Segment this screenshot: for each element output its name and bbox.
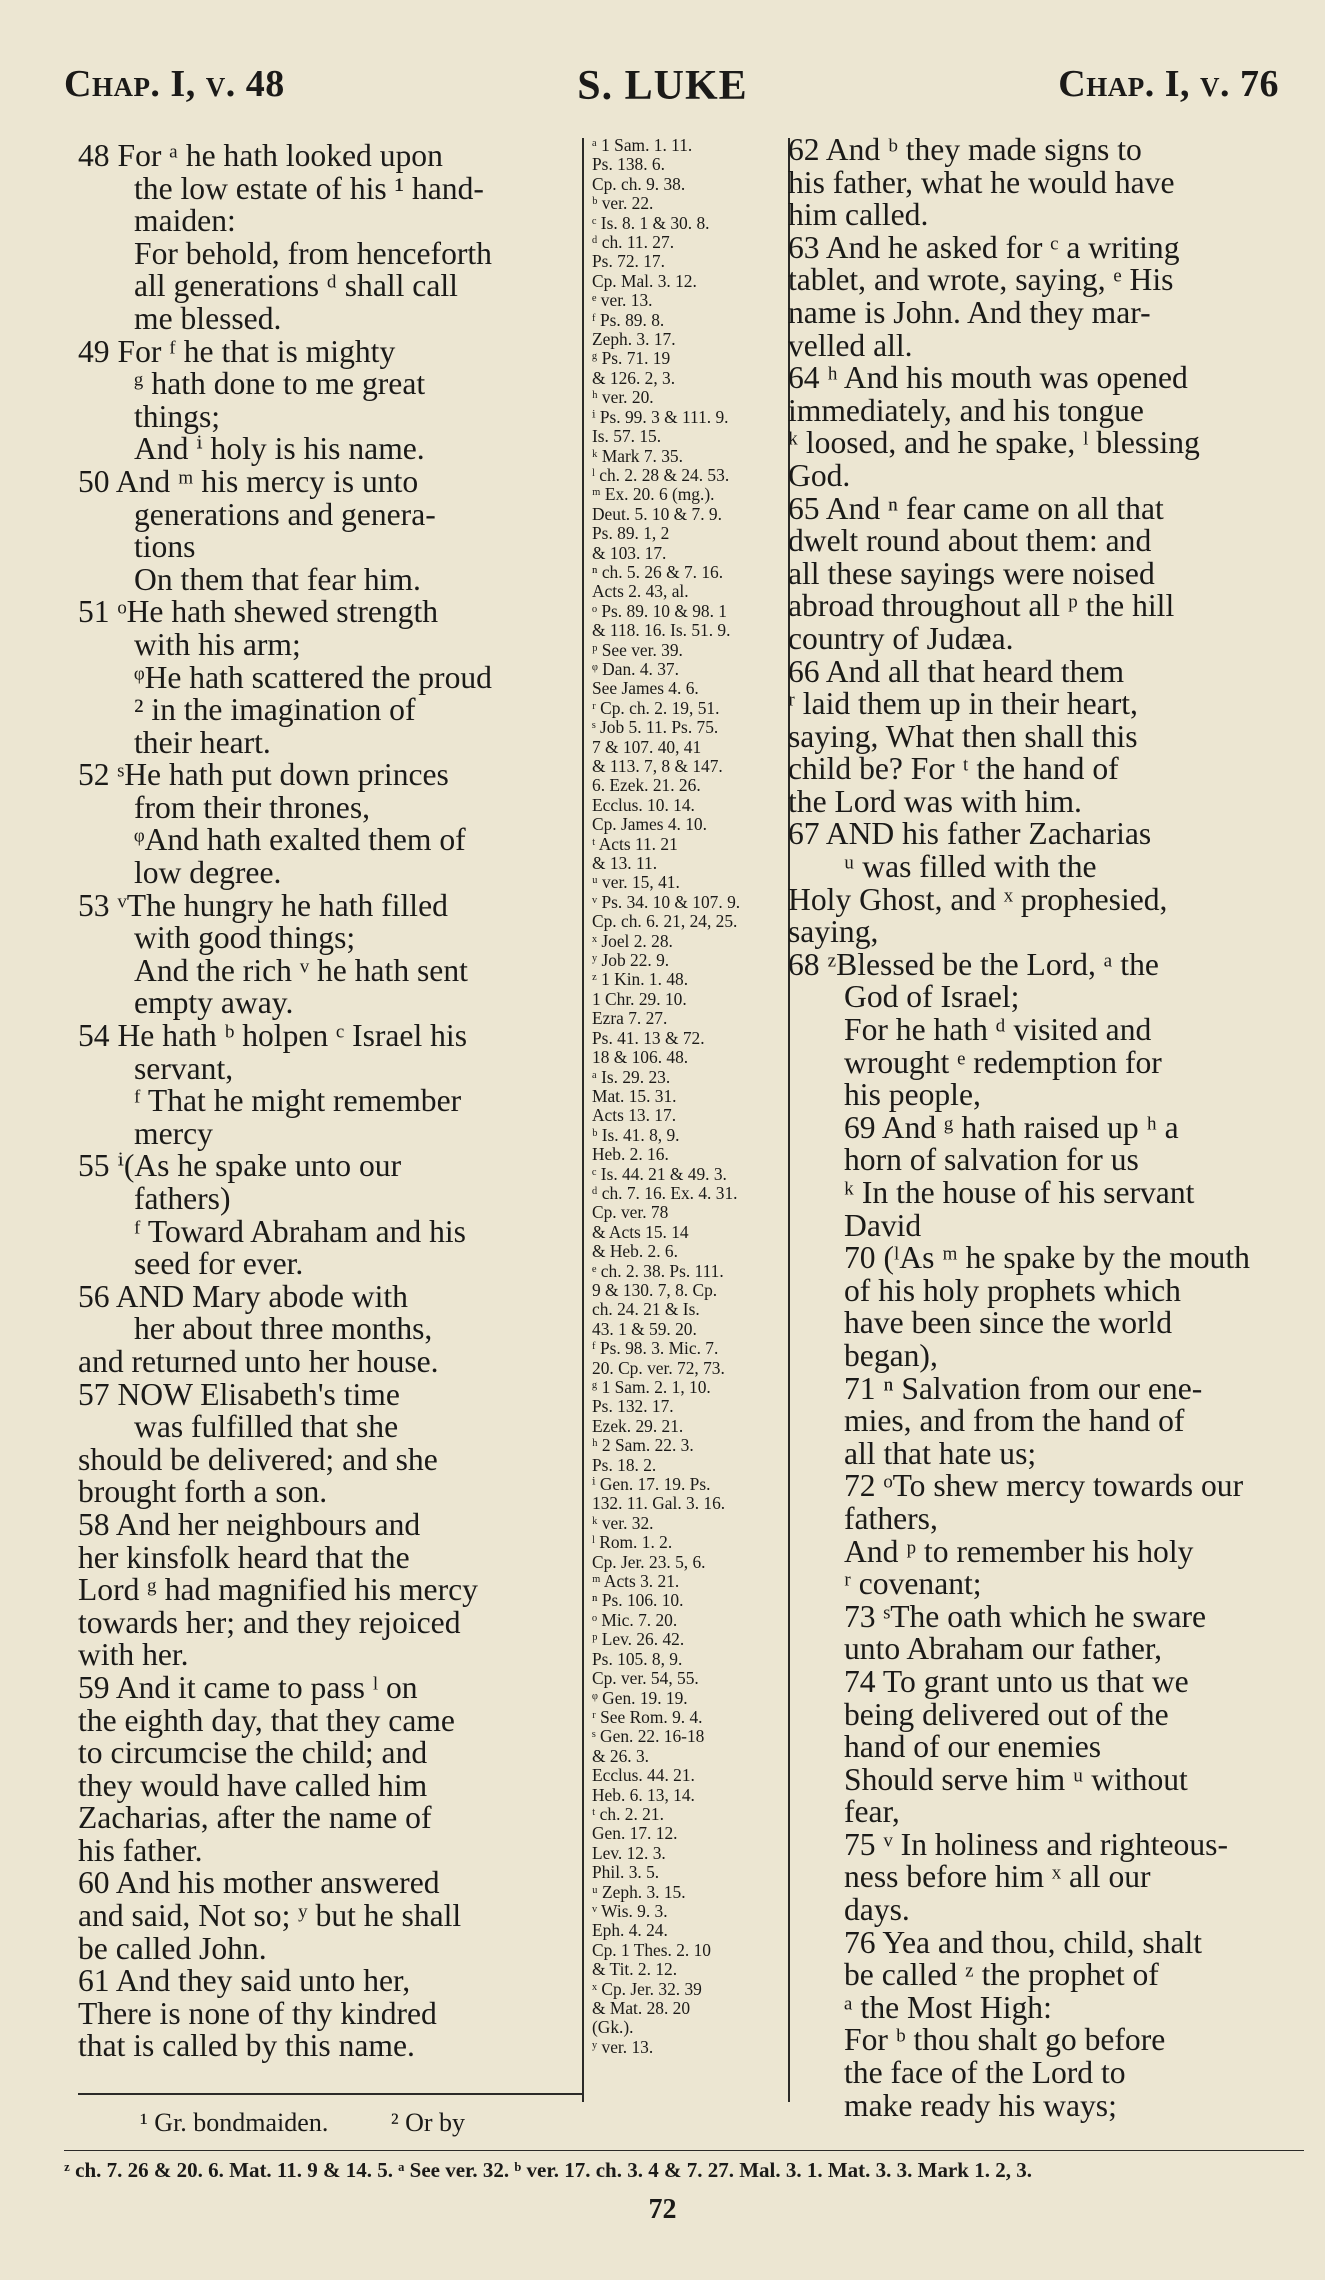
cross-reference: Ps. 18. 2.: [592, 1454, 657, 1475]
text-line: me blessed.: [134, 300, 282, 336]
text-line: ᵠHe hath scattered the proud: [134, 659, 492, 695]
text-line: 63 And he asked for ᶜ a writing: [788, 229, 1180, 265]
cross-reference: ʰ 2 Sam. 22. 3.: [592, 1435, 694, 1456]
cross-reference: Gen. 17. 12.: [592, 1823, 678, 1844]
cross-reference: ᵇ Is. 41. 8, 9.: [592, 1124, 680, 1145]
header-chapter-start: Chap. I, v. 48: [64, 63, 285, 105]
footnotes: [140, 2108, 521, 2138]
text-line: 62 And ᵇ they made signs to: [788, 132, 1142, 167]
text-line: was fulfilled that she: [134, 1409, 399, 1445]
text-line: her kinsfolk heard that the: [78, 1539, 410, 1575]
text-line: ʳ covenant;: [844, 1566, 982, 1602]
text-line: his father, what he would have: [788, 164, 1175, 200]
text-line: tablet, and wrote, saying, ᵉ His: [788, 262, 1174, 298]
footnote-2: ² Or by: [390, 2108, 466, 2137]
text-line: things;: [134, 398, 221, 434]
cross-reference: & Acts 15. 14: [592, 1221, 689, 1242]
text-line: For he hath ᵈ visited and: [844, 1012, 1152, 1048]
header-book-title: S. LUKE: [577, 63, 748, 109]
text-line: seed for ever.: [134, 1246, 304, 1282]
cross-reference: Is. 57. 15.: [592, 426, 662, 447]
text-line: ᵍ hath done to me great: [134, 366, 426, 402]
text-line: ᶠ Toward Abraham and his: [134, 1213, 466, 1249]
cross-reference: Heb. 2. 16.: [592, 1144, 669, 1165]
cross-reference: ᵠ Dan. 4. 37.: [592, 658, 679, 679]
cross-reference: ᶻ 1 Kin. 1. 48.: [592, 969, 689, 990]
text-line: days.: [844, 1892, 910, 1928]
footnote-rule: [78, 2093, 582, 2095]
text-line: with her.: [78, 1637, 189, 1673]
cross-reference: Cp. James 4. 10.: [592, 814, 707, 835]
text-line: the face of the Lord to: [844, 2055, 1126, 2091]
text-line: 64 ʰ And his mouth was opened: [788, 360, 1188, 396]
text-line: Lord ᵍ had magnified his mercy: [78, 1572, 478, 1608]
cross-reference: Zeph. 3. 17.: [592, 329, 676, 350]
text-line: him called.: [788, 197, 929, 233]
cross-reference: Ezra 7. 27.: [592, 1008, 668, 1029]
cross-reference: ᵐ Ex. 20. 6 (mg.).: [592, 484, 715, 505]
text-line: his father.: [78, 1832, 203, 1868]
text-line: and said, Not so; ʸ but he shall: [78, 1898, 462, 1934]
text-line: dwelt round about them: and: [788, 523, 1152, 559]
text-line: saying,: [788, 914, 879, 950]
cross-reference: & Heb. 2. 6.: [592, 1241, 678, 1262]
cross-reference: Ecclus. 44. 21.: [592, 1765, 695, 1786]
text-line: ᵘ was filled with the: [844, 849, 1097, 885]
text-line: 48 For ᵃ he hath looked upon: [78, 138, 443, 173]
cross-reference: Heb. 6. 13, 14.: [592, 1784, 695, 1805]
text-line: 51 ᵒHe hath shewed strength: [78, 594, 439, 630]
text-line: her about three months,: [134, 1311, 433, 1347]
cross-reference: ᵈ ch. 11. 27.: [592, 232, 675, 253]
text-line: maiden:: [134, 203, 236, 239]
cross-reference: Cp. 1 Thes. 2. 10: [592, 1939, 711, 1960]
text-line: 66 And all that heard them: [788, 653, 1125, 689]
text-line: hand of our enemies: [844, 1729, 1102, 1765]
cross-reference: Phil. 3. 5.: [592, 1862, 660, 1883]
text-line: that is called by this name.: [78, 2028, 415, 2064]
cross-reference: ˢ Gen. 22. 16-18: [592, 1726, 705, 1747]
text-line: the Lord was with him.: [788, 783, 1082, 819]
text-line: servant,: [134, 1050, 234, 1086]
bottom-cross-references: ᶻ ch. 7. 26 & 20. 6. Mat. 11. 9 & 14. 5. ᵃ See ver. 32. ᵇ ver. 17. ch. 3. 4 & 7. 27. Mal. 3. 1. Mat. 3. 3. Mark 1. 2, 3.: [64, 2158, 1032, 2182]
cross-reference: ʸ Job 22. 9.: [592, 950, 670, 971]
cross-reference: ᵛ Ps. 34. 10 & 107. 9.: [592, 891, 741, 912]
cross-reference: Ps. 89. 1, 2: [592, 523, 670, 544]
text-line: 69 And ᵍ hath raised up ʰ a: [844, 1109, 1179, 1145]
text-line: 74 To grant unto us that we: [844, 1663, 1189, 1699]
text-line: with his arm;: [134, 626, 301, 662]
text-line: 65 And ⁿ fear came on all that: [788, 490, 1164, 526]
cross-reference: ᵘ ver. 15, 41.: [592, 872, 680, 893]
text-line: all generations ᵈ shall call: [134, 268, 458, 304]
cross-reference: (Gk.).: [592, 2017, 634, 2038]
text-line: the low estate of his ¹ hand-: [134, 170, 484, 206]
text-line: fear,: [844, 1794, 900, 1830]
text-line: For ᵇ thou shalt go before: [844, 2022, 1166, 2058]
cross-reference: ˣ Joel 2. 28.: [592, 930, 673, 951]
text-line: his people,: [844, 1077, 981, 1113]
cross-reference: & Mat. 28. 20: [592, 1998, 691, 2018]
cross-reference: See James 4. 6.: [592, 678, 699, 699]
cross-reference: ⁱ Ps. 99. 3 & 111. 9.: [592, 406, 729, 427]
text-line: the eighth day, that they came: [78, 1702, 455, 1738]
cross-reference: 132. 11. Gal. 3. 16.: [592, 1493, 726, 1514]
cross-reference: & 26. 3.: [592, 1745, 650, 1766]
text-line: their heart.: [134, 724, 271, 760]
text-line: unto Abraham our father,: [844, 1631, 1163, 1667]
text-line: of his holy prophets which: [844, 1272, 1181, 1308]
right-text-column: [788, 134, 1298, 2122]
text-line: velled all.: [788, 327, 913, 363]
cross-reference: Cp. ver. 54, 55.: [592, 1668, 699, 1689]
text-line: God of Israel;: [844, 979, 1020, 1015]
cross-reference: ᵘ Zeph. 3. 15.: [592, 1881, 686, 1902]
cross-reference: ᵗ Acts 11. 21: [592, 833, 678, 854]
text-line: ᵏ loosed, and he spake, ˡ blessing: [788, 425, 1200, 461]
footnote-1: ¹ Gr. bondmaiden.: [140, 2108, 329, 2137]
cross-reference: ˡ ch. 2. 28 & 24. 53.: [592, 464, 730, 485]
text-line: 61 And they said unto her,: [78, 1963, 411, 1999]
cross-reference: ʰ ver. 20.: [592, 387, 654, 408]
cross-reference: ˢ Job 5. 11. Ps. 75.: [592, 717, 719, 738]
cross-reference: ᵉ ver. 13.: [592, 290, 653, 311]
cross-reference: Deut. 5. 10 & 7. 9.: [592, 503, 722, 524]
text-line: ʳ laid them up in their heart,: [788, 686, 1138, 722]
text-line: they would have called him: [78, 1767, 428, 1803]
text-line: And ⁱ holy is his name.: [134, 431, 425, 467]
cross-reference: 1 Chr. 29. 10.: [592, 988, 687, 1009]
text-line: country of Judæa.: [788, 620, 1014, 656]
cross-reference: 6. Ezek. 21. 26.: [592, 775, 701, 796]
text-line: 73 ˢThe oath which he sware: [844, 1598, 1207, 1634]
text-line: fathers): [134, 1181, 231, 1216]
cross-reference: Ps. 132. 17.: [592, 1396, 674, 1417]
text-line: low degree.: [134, 855, 282, 891]
cross-reference: Ps. 105. 8, 9.: [592, 1648, 683, 1669]
cross-reference: ᵒ Mic. 7. 20.: [592, 1609, 678, 1630]
cross-reference: Cp. Mal. 3. 12.: [592, 270, 697, 291]
text-line: ᵃ the Most High:: [844, 1989, 1052, 2025]
text-line: ᵠAnd hath exalted them of: [134, 822, 466, 858]
text-line: 58 And her neighbours and: [78, 1506, 421, 1542]
text-line: Zacharias, after the name of: [78, 1800, 432, 1836]
text-line: 75 ᵛ In holiness and righteous-: [844, 1826, 1228, 1862]
cross-reference: Ps. 41. 13 & 72.: [592, 1027, 705, 1048]
text-line: And ᵖ to remember his holy: [844, 1533, 1194, 1569]
cross-reference: ⁿ ch. 5. 26 & 7. 16.: [592, 561, 724, 582]
cross-reference: ᶠ Ps. 89. 8.: [592, 309, 665, 330]
cross-reference: ᵐ Acts 3. 21.: [592, 1571, 680, 1592]
text-line: 59 And it came to pass ˡ on: [78, 1669, 418, 1705]
cross-reference: & 13. 11.: [592, 853, 658, 874]
text-line: 60 And his mother answered: [78, 1865, 440, 1901]
cross-reference: ᶜ Is. 8. 1 & 30. 8.: [592, 212, 710, 233]
page-number: 72: [648, 2194, 677, 2225]
text-line: empty away.: [134, 985, 294, 1021]
text-line: to circumcise the child; and: [78, 1735, 428, 1771]
text-line: be called ᶻ the prophet of: [844, 1957, 1159, 1993]
cross-reference: Acts 2. 43, al.: [592, 581, 689, 602]
text-line: For behold, from henceforth: [134, 235, 492, 271]
cross-reference: ᵖ See ver. 39.: [592, 639, 683, 660]
text-line: 67 AND his father Zacharias: [788, 816, 1152, 852]
cross-reference: 18 & 106. 48.: [592, 1047, 689, 1068]
text-line: 70 (ˡAs ᵐ he spake by the mouth: [844, 1240, 1250, 1276]
text-line: all that hate us;: [844, 1435, 1037, 1471]
cross-reference: ᵇ ver. 22.: [592, 193, 654, 214]
cross-reference: Cp. ch. 6. 21, 24, 25.: [592, 911, 738, 932]
cross-reference: ᵈ ch. 7. 16. Ex. 4. 31.: [592, 1182, 738, 1203]
cross-reference: ᵃ Is. 29. 23.: [592, 1066, 671, 1087]
text-line: have been since the world: [844, 1305, 1173, 1341]
text-line: 52 ˢHe hath put down princes: [78, 757, 449, 793]
text-line: tions: [134, 529, 196, 565]
text-line: David: [844, 1207, 922, 1243]
text-line: abroad throughout all ᵖ the hill: [788, 588, 1175, 624]
cross-reference: ᶠ Ps. 98. 3. Mic. 7.: [592, 1338, 719, 1359]
text-line: 54 He hath ᵇ holpen ᶜ Israel his: [78, 1018, 467, 1054]
text-line: ² in the imagination of: [134, 692, 416, 728]
cross-reference: Ecclus. 10. 14.: [592, 794, 695, 815]
cross-reference: 20. Cp. ver. 72, 73.: [592, 1357, 725, 1378]
text-line: wrought ᵉ redemption for: [844, 1044, 1162, 1080]
cross-reference: ˡ Rom. 1. 2.: [592, 1532, 673, 1553]
cross-reference: ʸ ver. 13.: [592, 2036, 654, 2057]
cross-reference: ˣ Cp. Jer. 32. 39: [592, 1978, 702, 1999]
cross-reference: Ps. 138. 6.: [592, 154, 665, 175]
left-text-column: [78, 140, 578, 2063]
cross-reference: & 126. 2, 3.: [592, 367, 676, 388]
text-line: ness before him ˣ all our: [844, 1859, 1151, 1895]
cross-reference: Lev. 12. 3.: [592, 1842, 666, 1863]
text-line: And the rich ᵛ he hath sent: [134, 952, 468, 988]
text-line: began),: [844, 1337, 938, 1373]
cross-reference: Cp. ver. 78: [592, 1202, 669, 1223]
cross-reference: & 118. 16. Is. 51. 9.: [592, 620, 731, 641]
cross-reference: & 103. 17.: [592, 542, 667, 563]
text-line: 56 AND Mary abode with: [78, 1278, 408, 1314]
cross-reference: ᵉ ch. 2. 38. Ps. 111.: [592, 1260, 724, 1281]
cross-reference: ᵗ ch. 2. 21.: [592, 1803, 664, 1824]
text-line: all these sayings were noised: [788, 555, 1155, 591]
bottom-rule: [64, 2150, 1304, 2151]
text-line: with good things;: [134, 920, 356, 956]
text-line: Should serve him ᵘ without: [844, 1761, 1188, 1797]
cross-reference: Cp. ch. 9. 38.: [592, 173, 686, 194]
cross-reference: ʳ See Rom. 9. 4.: [592, 1706, 703, 1727]
text-line: 53 ᵛThe hungry he hath filled: [78, 887, 448, 923]
text-line: towards her; and they rejoiced: [78, 1604, 461, 1640]
cross-reference: & 113. 7, 8 & 147.: [592, 756, 723, 776]
text-line: God.: [788, 457, 851, 493]
cross-reference: ʳ Cp. ch. 2. 19, 51.: [592, 697, 720, 718]
text-line: 57 NOW Elisabeth's time: [78, 1376, 400, 1412]
cross-reference-column: [592, 136, 782, 2057]
text-line: immediately, and his tongue: [788, 392, 1144, 428]
text-line: There is none of thy kindred: [78, 1995, 437, 2031]
cross-reference: Acts 13. 17.: [592, 1105, 677, 1126]
text-line: should be delivered; and she: [78, 1441, 438, 1477]
cross-reference: ᶜ Is. 44. 21 & 49. 3.: [592, 1163, 727, 1184]
text-line: 49 For ᶠ he that is mighty: [78, 333, 396, 369]
text-line: 68 ᶻBlessed be the Lord, ᵃ the: [788, 946, 1159, 982]
cross-reference: & Tit. 2. 12.: [592, 1959, 678, 1980]
cross-reference: ᵃ 1 Sam. 1. 11.: [592, 135, 693, 155]
text-line: On them that fear him.: [134, 561, 421, 597]
cross-reference: ᵍ Ps. 71. 19: [592, 348, 671, 369]
cross-reference: Mat. 15. 31.: [592, 1085, 677, 1106]
cross-reference: ᵖ Lev. 26. 42.: [592, 1629, 685, 1650]
text-line: name is John. And they mar-: [788, 294, 1151, 330]
text-line: brought forth a son.: [78, 1474, 328, 1510]
cross-reference: ⁿ Ps. 106. 10.: [592, 1590, 684, 1611]
text-line: 72 ᵒTo shew mercy towards our: [844, 1468, 1244, 1504]
cross-reference: Ps. 72. 17.: [592, 251, 665, 272]
text-line: 55 ⁱ(As he spake unto our: [78, 1148, 402, 1184]
column-divider: [582, 138, 584, 2102]
cross-reference: ⁱ Gen. 17. 19. Ps.: [592, 1474, 711, 1495]
cross-reference: 9 & 130. 7, 8. Cp.: [592, 1279, 718, 1300]
text-line: ᵏ In the house of his servant: [844, 1175, 1195, 1210]
text-line: being delivered out of the: [844, 1696, 1169, 1732]
text-line: 50 And ᵐ his mercy is unto: [78, 463, 419, 499]
text-line: be called John.: [78, 1930, 267, 1966]
text-line: child be? For ᵗ the hand of: [788, 751, 1119, 787]
cross-reference: ch. 24. 21 & Is.: [592, 1299, 700, 1320]
text-line: mercy: [134, 1115, 213, 1151]
text-line: 76 Yea and thou, child, shalt: [844, 1924, 1203, 1960]
cross-reference: 43. 1 & 59. 20.: [592, 1318, 697, 1339]
text-line: fathers,: [844, 1500, 938, 1536]
cross-reference: 7 & 107. 40, 41: [592, 736, 702, 757]
cross-reference: ᵍ 1 Sam. 2. 1, 10.: [592, 1377, 711, 1397]
text-line: 71 ⁿ Salvation from our ene-: [844, 1370, 1203, 1406]
cross-reference: Ezek. 29. 21.: [592, 1415, 684, 1436]
cross-reference: ᵏ ver. 32.: [592, 1512, 654, 1533]
text-line: saying, What then shall this: [788, 718, 1138, 754]
text-line: Holy Ghost, and ˣ prophesied,: [788, 881, 1168, 917]
header-chapter-end: Chap. I, v. 76: [1058, 63, 1279, 105]
text-line: and returned unto her house.: [78, 1343, 439, 1379]
text-line: make ready his ways;: [844, 2087, 1117, 2123]
cross-reference: ᵒ Ps. 89. 10 & 98. 1: [592, 600, 727, 621]
cross-reference: ᵠ Gen. 19. 19.: [592, 1687, 688, 1708]
text-line: mies, and from the hand of: [844, 1403, 1185, 1439]
text-line: generations and genera-: [134, 496, 436, 532]
text-line: ᶠ That he might remember: [134, 1083, 462, 1119]
text-line: horn of salvation for us: [844, 1142, 1139, 1178]
cross-reference: Cp. Jer. 23. 5, 6.: [592, 1551, 706, 1572]
text-line: from their thrones,: [134, 789, 371, 825]
cross-reference: ᵏ Mark 7. 35.: [592, 445, 683, 466]
cross-reference: ᵛ Wis. 9. 3.: [592, 1900, 668, 1921]
cross-reference: Eph. 4. 24.: [592, 1920, 668, 1941]
